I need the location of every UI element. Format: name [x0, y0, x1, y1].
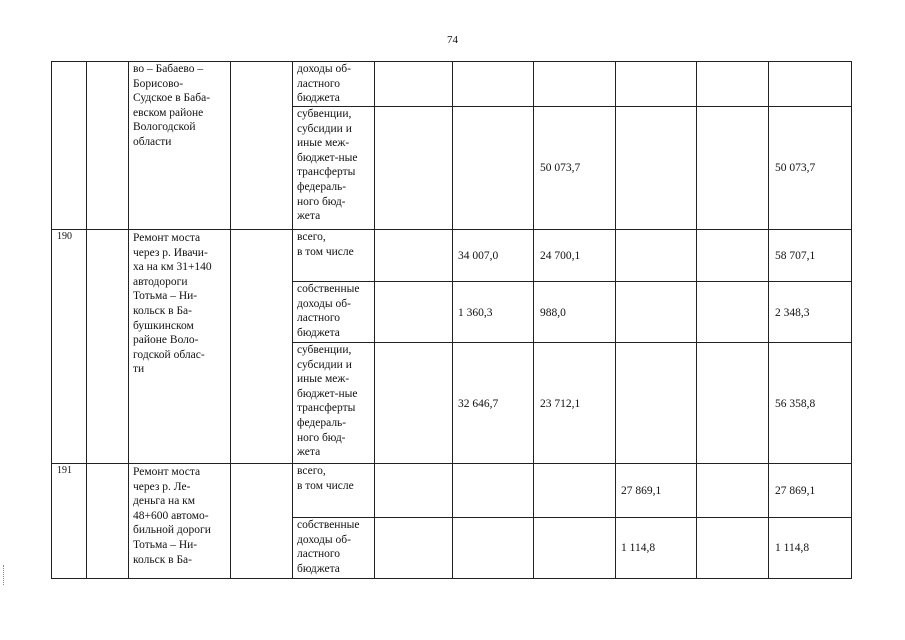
row-divider	[51, 463, 852, 464]
amount-cell: 24 700,1	[540, 250, 581, 262]
row-number: 190	[57, 231, 72, 242]
column-divider	[452, 61, 453, 578]
amount-cell: 34 007,0	[458, 250, 499, 262]
column-divider	[86, 61, 87, 578]
funding-source: всего, в том числе	[297, 465, 354, 492]
funding-source: субвенции, субсидии и иные меж- бюджет-ные трансферты федераль- ного бюд- жета	[297, 108, 358, 223]
column-divider	[768, 61, 769, 578]
table-border-left	[51, 61, 52, 578]
column-divider	[615, 61, 616, 578]
total-amount: 58 707,1	[775, 250, 816, 262]
column-divider	[696, 61, 697, 578]
subrow-divider	[292, 342, 852, 343]
amount-cell: 32 646,7	[458, 398, 499, 410]
amount-cell: 1 360,3	[458, 307, 493, 319]
total-amount: 50 073,7	[775, 162, 816, 174]
funding-source: всего, в том числе	[297, 231, 354, 258]
amount-cell: 27 869,1	[621, 485, 662, 497]
table-border-right	[851, 61, 852, 578]
subrow-divider	[292, 517, 852, 518]
funding-source: собственные доходы об- ластного бюджета	[297, 283, 360, 339]
subrow-divider	[292, 281, 852, 282]
total-amount: 2 348,3	[775, 307, 810, 319]
column-divider	[230, 61, 231, 578]
amount-cell: 50 073,7	[540, 162, 581, 174]
row-number: 191	[57, 465, 72, 476]
amount-cell: 988,0	[540, 307, 566, 319]
scan-margin-marks	[3, 565, 8, 585]
project-name: Ремонт моста через р. Ивачи- ха на км 31+140 автодороги Тотьма – Ни- кольск в Ба- бушкинском районе Воло- годской облас- ти	[133, 232, 212, 376]
total-amount: 27 869,1	[775, 485, 816, 497]
project-name: Ремонт моста через р. Ле- деньга на км 48+600 автомо- бильной дороги Тотьма – Ни- кольск в Ба-	[133, 466, 211, 566]
amount-cell: 23 712,1	[540, 398, 581, 410]
row-divider	[51, 229, 852, 230]
amount-cell: 1 114,8	[621, 542, 656, 554]
total-amount: 56 358,8	[775, 398, 816, 410]
column-divider	[533, 61, 534, 578]
funding-source: субвенции, субсидии и иные меж- бюджет-ные трансферты федераль- ного бюд- жета	[297, 344, 358, 459]
column-divider	[292, 61, 293, 578]
column-divider	[128, 61, 129, 578]
table-border-bottom	[51, 578, 852, 579]
subrow-divider	[292, 106, 852, 107]
column-divider	[374, 61, 375, 578]
funding-source: доходы об- ластного бюджета	[297, 63, 351, 105]
page-number: 74	[447, 34, 458, 46]
project-name: во – Бабаево – Борисово- Судское в Баба- евском районе Вологодской области	[133, 63, 211, 148]
total-amount: 1 114,8	[775, 542, 810, 554]
funding-source: собственные доходы об- ластного бюджета	[297, 519, 360, 575]
